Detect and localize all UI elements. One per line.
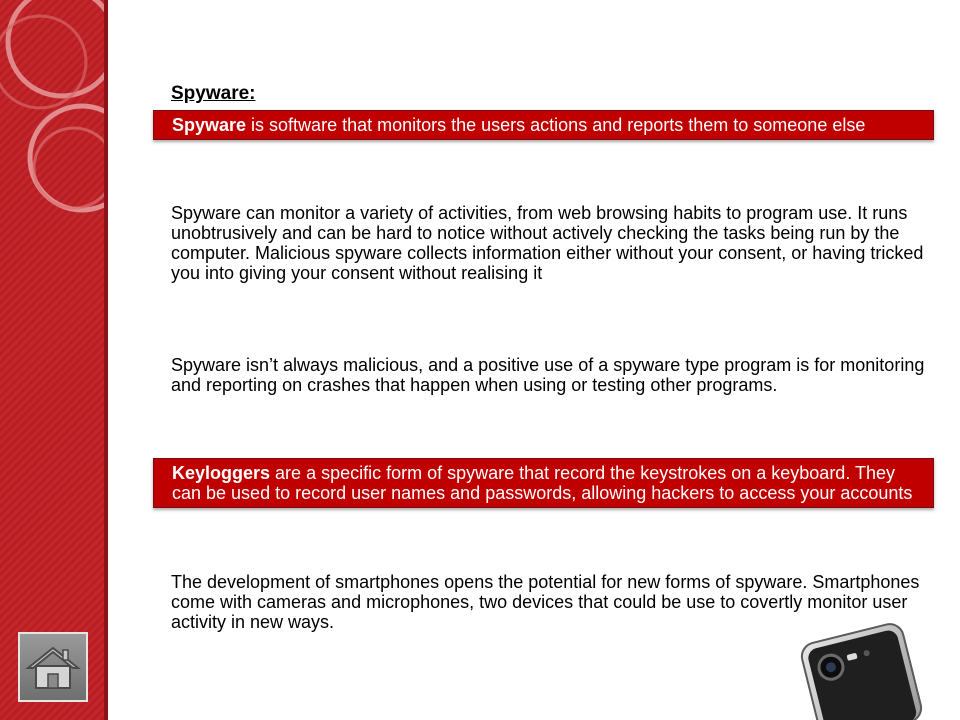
sidebar-decoration [0,0,106,720]
spyware-uses-paragraph: Spyware isn’t always malicious, and a positive use of a spyware type program is for monitoring and reporting on crashes that happen when using or testing other programs. [171,355,925,395]
smartphones-paragraph: The development of smartphones opens the potential for new forms of spyware. Smartphones come with cameras and microphones, two devices that could be use to covertly monitor user activity in new ways. [171,572,920,632]
keyloggers-text: are a specific form of spyware that record the keystrokes on a keyboard. They can be used to record user names and passwords, allowing hackers to access your accounts [172,463,913,503]
home-button[interactable] [18,632,88,702]
smartphone-image [800,620,940,720]
sidebar-circles [0,0,106,720]
keyloggers-box [153,458,934,508]
spyware-term: Spyware [172,115,247,135]
spyware-definition-text: is software that monitors the users actions and reports them to someone else [246,115,866,135]
sidebar-edge [104,0,108,720]
slide-title: Spyware: [171,83,256,104]
spyware-definition-box [153,110,934,140]
keyloggers-term: Keyloggers [172,463,271,483]
spyware-activities-paragraph: Spyware can monitor a variety of activities, from web browsing habits to program use. It runs unobtrusively and can be hard to notice without actively checking the tasks being run by the computer. Malicious spyware collects information either without your consent, or having tricked you into giving your consent without realising it [171,203,924,283]
home-icon [20,634,86,700]
